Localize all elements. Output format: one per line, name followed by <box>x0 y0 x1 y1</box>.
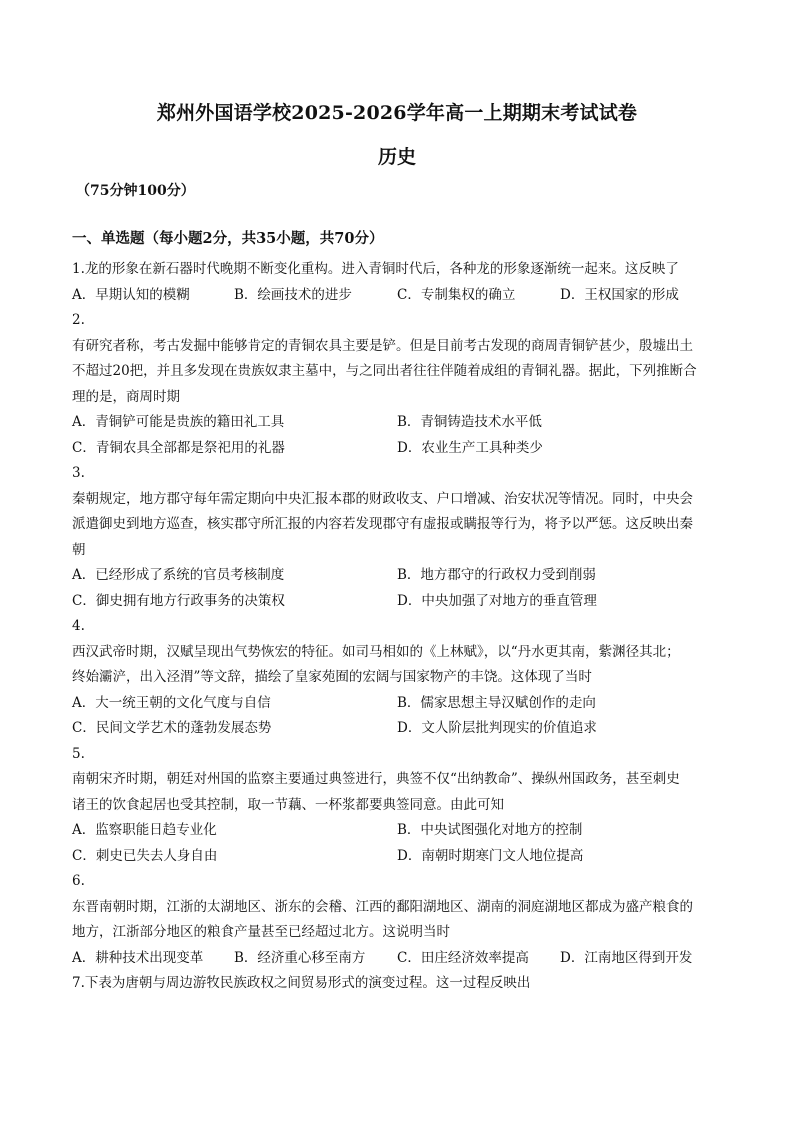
question-3-stem-line-2: 派遣御史到地方巡查，核实郡守所汇报的内容若发现郡守有虚报或瞒报等行为，将予以严惩。这反映出秦 <box>72 516 693 532</box>
option-d[interactable]: D．农业生产工具种类少 <box>397 439 543 456</box>
question-5-options-row-1 <box>72 818 722 844</box>
question-number: 7. <box>72 975 85 991</box>
question-5-stem-line-2: 诸王的饮食起居也受其控制，取一节藕、一杯浆都要典签同意。由此可知 <box>72 796 504 813</box>
option-d[interactable]: D．南朝时期寒门文人地位提高 <box>397 847 584 864</box>
option-a[interactable]: A．大一统王朝的文化气度与自信 <box>72 694 271 711</box>
option-d[interactable]: D．江南地区得到开发 <box>560 949 693 966</box>
option-b[interactable]: B．青铜铸造技术水平低 <box>397 414 542 430</box>
question-4-stem-line-2: 终始灞浐，出入泾渭”等文辞，描绘了皇家苑囿的宏阔与国家物产的丰饶。这体现了当时 <box>72 669 592 685</box>
question-6-options <box>72 946 722 972</box>
option-c[interactable]: C．专制集权的确立 <box>397 286 516 303</box>
question-2-options-row-1 <box>72 410 722 436</box>
option-b[interactable]: B．地方郡守的行政权力受到削弱 <box>397 567 596 583</box>
questions-body <box>72 257 722 997</box>
question-2-stem-line-3: 理的是，商周时期 <box>72 388 180 405</box>
question-4-options-row-1 <box>72 691 722 717</box>
question-3-number: 3. <box>72 465 85 481</box>
question-1-options <box>72 283 722 309</box>
question-4-number: 4. <box>72 618 85 634</box>
question-3-options-row-2 <box>72 589 722 615</box>
exam-title: 郑州外国语学校2025-2026学年高一上期期末考试试卷 <box>156 102 638 124</box>
question-3-stem-line-1: 秦朝规定，地方郡守每年需定期向中央汇报本郡的财政收支、户口增减、治安状况等情况。同时，中央会 <box>72 490 693 507</box>
section-heading: 一、单选题（每小题2分，共35小题，共70分） <box>72 230 384 247</box>
option-c[interactable]: C．御史拥有地方行政事务的决策权 <box>72 592 285 609</box>
question-2-stem-line-1: 有研究者称，考古发掘中能够肯定的青铜农具主要是铲。但是目前考古发现的商周青铜铲甚少，殷墟出土 <box>72 337 693 354</box>
option-c[interactable]: C．民间文学艺术的蓬勃发展态势 <box>72 720 272 736</box>
question-6-stem-line-2: 地方，江浙部分地区的粮食产量甚至已经超过北方。这说明当时 <box>72 924 450 940</box>
question-2-stem-line-2: 不超过20把，并且多发现在贵族奴隶主墓中，与之同出者往往伴随着成组的青铜礼器。据此，下列推断合 <box>72 363 697 379</box>
option-a[interactable]: A．监察职能日趋专业化 <box>72 822 217 838</box>
option-d[interactable]: D．文人阶层批判现实的价值追求 <box>397 720 597 736</box>
question-number: 1. <box>72 261 85 277</box>
question-4-options-row-2 <box>72 716 722 742</box>
question-stem-line: 龙的形象在新石器时代晚期不断变化重构。进入青铜时代后，各种龙的形象逐渐统一起来。这反映了 <box>84 261 679 277</box>
option-b[interactable]: B．经济重心移至南方 <box>234 949 366 966</box>
question-6-number: 6. <box>72 873 85 889</box>
option-c[interactable]: C．青铜农具全部都是祭祀用的礼器 <box>72 439 285 456</box>
question-3-stem-line-3: 朝 <box>72 541 86 558</box>
question-4-stem-line-1: 西汉武帝时期，汉赋呈现出气势恢宏的特征。如司马相如的《上林赋》，以“丹水更其南，紫渊径其北； <box>72 643 680 660</box>
option-b[interactable]: B．绘画技术的进步 <box>234 286 352 303</box>
option-b[interactable]: B．中央试图强化对地方的控制 <box>397 822 583 838</box>
option-b[interactable]: B．儒家思想主导汉赋创作的走向 <box>397 694 596 711</box>
option-a[interactable]: A．已经形成了系统的官员考核制度 <box>72 567 285 583</box>
option-d[interactable]: D．中央加强了对地方的垂直管理 <box>397 592 597 609</box>
option-a[interactable]: A．早期认知的模糊 <box>72 286 190 303</box>
question-5-options-row-2 <box>72 844 722 870</box>
option-c[interactable]: C．田庄经济效率提高 <box>397 949 529 966</box>
question-3-options-row-1 <box>72 563 722 589</box>
option-d[interactable]: D．王权国家的形成 <box>560 286 679 303</box>
question-5-number: 5. <box>72 745 85 762</box>
question-2-options-row-2 <box>72 436 722 462</box>
question-2-number: 2. <box>72 312 85 328</box>
question-1-stem <box>72 257 722 283</box>
exam-duration-score: （75分钟100分） <box>76 183 195 199</box>
option-a[interactable]: A．青铜铲可能是贵族的籍田礼工具 <box>72 414 285 430</box>
question-7-stem <box>72 971 722 997</box>
question-stem-line: 下表为唐朝与周边游牧民族政权之间贸易形式的演变过程。这一过程反映出 <box>84 975 531 991</box>
question-6-stem-line-1: 东晋南朝时期，江浙的太湖地区、浙东的会稽、江西的鄱阳湖地区、湖南的洞庭湖地区都成为盛产粮食的 <box>72 898 693 915</box>
option-a[interactable]: A．耕种技术出现变革 <box>72 949 204 966</box>
option-c[interactable]: C．刺史已失去人身自由 <box>72 847 218 864</box>
question-5-stem-line-1: 南朝宋齐时期，朝廷对州国的监察主要通过典签进行，典签不仅“出纳教命”、操纵州国政务，甚至刺史 <box>72 771 680 787</box>
exam-subject: 历史 <box>377 146 416 168</box>
